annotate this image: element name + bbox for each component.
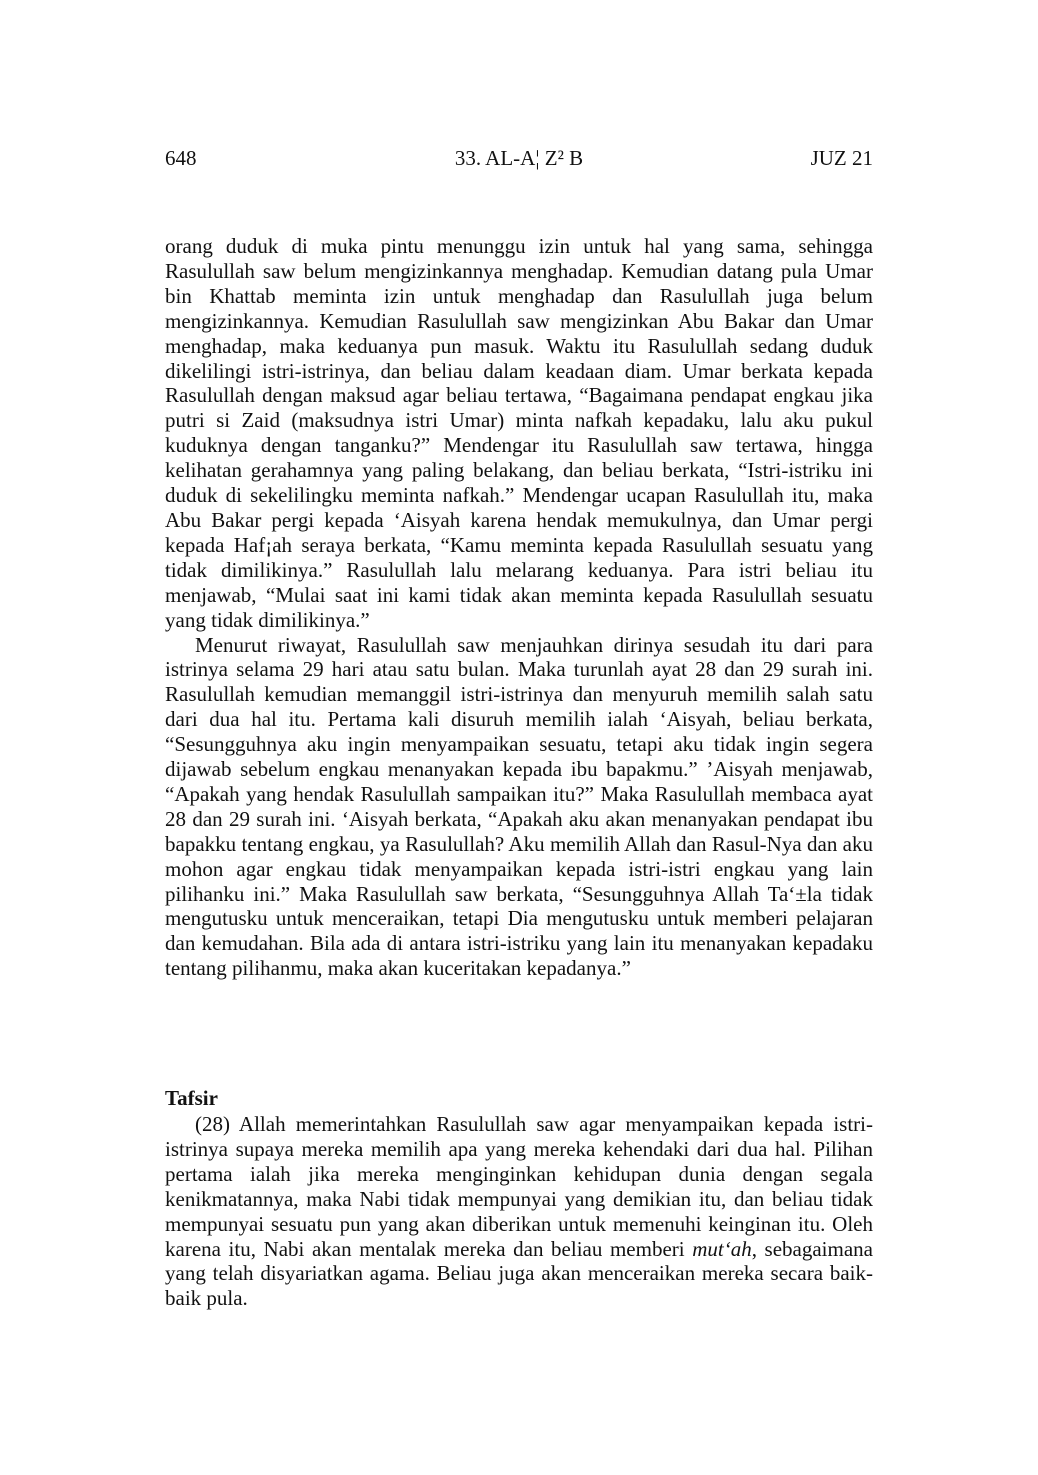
paragraph-riwayat: Menurut riwayat, Rasulullah saw menjauhkan dirinya sesudah itu dari para istrinya selama 29 hari atau satu bulan. Maka turunlah ayat 28 dan 29 surah ini. Rasulullah kemudian memanggil istri-istrinya dan menyuruh memilih salah satu dari dua hal itu. Pertama kali disuruh memilih ialah ‘Aisyah, beliau berkata, “Sesungguhnya aku ingin menyampaikan sesuatu, tetapi aku tidak ingin segera dijawab sebelum engkau menanyakan kepada ibu bapakmu.” ’Aisyah menjawab, “Apakah yang hendak Rasulullah sampaikan itu?” Maka Rasulullah membaca ayat 28 dan 29 surah ini. ‘Aisyah berkata, “Apakah aku akan menanyakan pendapat ibu bapakku tentang engkau, ya Rasulullah? Aku memilih Allah dan Rasul-Nya dan aku mohon agar engkau tidak menyampaikan kepada istri-istri engkau yang lain pilihanku ini.” Maka Rasulullah saw berkata, “Sesungguhnya Allah Ta‘±la tidak mengutusku untuk menceraikan, tetapi Dia mengutusku untuk memberi pelajaran dan kemudahan. Bila ada di antara istri-istriku yang lain itu menanyakan kepadaku tentang pilihanmu, maka akan kuceritakan kepadanya.” [165,632,873,981]
page-header [165,143,873,173]
italic-term: mut‘ah [692,1236,752,1261]
juz-label: JUZ 21 [810,146,873,170]
tafsir-section [165,1085,873,1311]
tafsir-text-end: , sebagaimana yang telah disyariatkan agama. Beliau juga akan menceraikan mereka secara baik-baik pula. [165,1236,873,1311]
main-text [165,234,873,981]
section-heading: Tafsir [165,1086,218,1110]
paragraph-continued: orang duduk di muka pintu menunggu izin untuk hal yang sama, sehingga Rasulullah saw belum mengizinkannya menghadap. Kemudian datang pula Umar bin Khattab meminta izin untuk menghadap dan Rasulullah juga belum mengizinkannya. Kemudian Rasulullah saw mengizinkan Abu Bakar dan Umar menghadap, maka keduanya pun masuk. Waktu itu Rasulullah sedang duduk dikelilingi istri-istrinya, dan beliau dalam keadaan diam. Umar berkata kepada Rasulullah dengan maksud agar beliau tertawa, “Bagaimana pendapat engkau jika putri si Zaid (maksudnya istri Umar) minta nafkah kepadaku, lalu aku pukul kuduknya dengan tanganku?” Mendengar itu Rasulullah saw tertawa, hingga kelihatan gerahamnya yang paling belakang, dan beliau berkata, “Istri-istriku ini duduk di sekelilingku meminta nafkah.” Mendengar ucapan Rasulullah itu, maka Abu Bakar pergi kepada ‘Aisyah karena hendak memukulnya, dan Umar pergi kepada Haf¡ah seraya berkata, “Kamu meminta kepada Rasulullah sesuatu yang tidak dimilikinya.” Rasulullah lalu melarang keduanya. Para istri beliau itu menjawab, “Mulai saat ini kami tidak akan meminta kepada Rasulullah sesuatu yang tidak dimilikinya.” [165,234,873,632]
page-number: 648 [165,146,197,170]
chapter-title: 33. AL-A¦ Z² B [454,146,584,170]
tafsir-paragraph [165,1112,873,1311]
tafsir-text-start: (28) Allah memerintahkan Rasulullah saw agar menyampaikan kepada istri-istrinya supaya mereka memilih apa yang mereka kehendaki dari dua hal. Pilihan pertama ialah jika mereka menginginkan kehidupan dunia dengan segala kenikmatannya, maka Nabi tidak mempunyai yang demikian itu, dan beliau tidak mempunyai sesuatu pun yang akan diberikan untuk memenuhi keinginan itu. Oleh karena itu, Nabi akan mentalak mereka dan beliau memberi [165,1112,873,1261]
